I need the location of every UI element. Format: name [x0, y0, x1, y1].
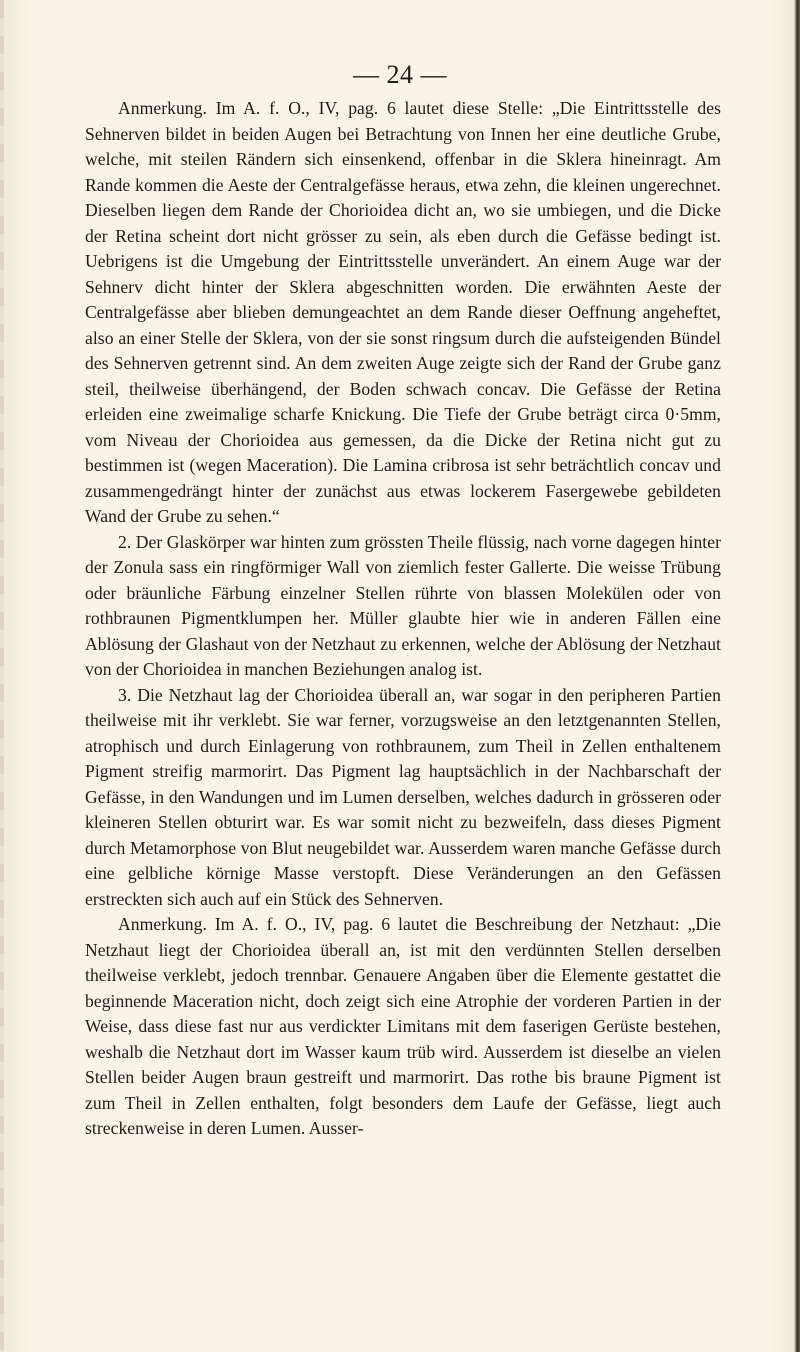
paragraph-netzhaut: 3. Die Netzhaut lag der Chorioidea überall an, war sogar in den peripheren Partien theilweise mit ihr verklebt. Sie war ferner, vorzugsweise an den letztgenannten Stellen, atrophisch und durch Einlagerung von rothbraunem, zum Theil in Zellen enthaltenem Pigment streifig marmorirt. Das Pigment lag hauptsächlich in der Nachbarschaft der Gefässe, in den Wandungen und im Lumen derselben, welches dadurch in grösseren oder kleineren Stellen obturirt war. Es war somit nicht zu bezweifeln, dass dieses Pigment durch Metamorphose von Blut neugebildet war. Ausserdem waren manche Gefässe durch eine gelbliche körnige Masse verstopft. Diese Veränderungen an den Gefässen erstreckten sich auch auf ein Stück des Sehnerven.: [85, 684, 721, 909]
paragraph-glaskoerper: 2. Der Glaskörper war hinten zum grössten Theile flüssig, nach vorne dagegen hinter der Zonula sass ein ringförmiger Wall von ziemlich fester Gallerte. Die weisse Trübung oder bräunliche Färbung einzelner Stellen rührte von blassen Molekülen oder von rothbraunen Pigmentklumpen her. Müller glaubte hier wie in anderen Fällen eine Ablösung der Glashaut von der Netzhaut zu erkennen, welche der Ablösung der Netzhaut von der Chorioidea in manchen Beziehungen analog ist.: [85, 531, 721, 679]
page-right-edge: [794, 0, 800, 1352]
paragraph-anmerkung-netzhaut: Anmerkung. Im A. f. O., IV, pag. 6 lautet die Beschreibung der Netzhaut: „Die Netzhaut liegt der Chorioidea überall an, ist mit den verdünnten Stellen derselben theilweise verklebt, jedoch trennbar. Genauere Angaben über die Elemente gestattet die beginnende Maceration nicht, doch zeigt sich eine Atrophie der vorderen Partien in der Weise, dass diese fast nur aus verdickter Limitans mit dem faserigen Gerüste bestehen, weshalb die Netzhaut dort im Wasser kaum trüb wird. Ausserdem ist dieselbe an vielen Stellen beider Augen braun gestreift und marmorirt. Das rothe bis braune Pigment ist zum Theil in Zellen enthalten, folgt besonders dem Laufe der Gefässe, liegt auch streckenweise in deren Lumen. Ausser-: [85, 914, 721, 1138]
page-body: [85, 96, 721, 1142]
page-number: — 24 —: [353, 60, 447, 89]
page-left-edge: [0, 0, 4, 1352]
paragraph-anmerkung-eintrittsstelle: Anmerkung. Im A. f. O., IV, pag. 6 lautet diese Stelle: „Die Eintrittsstelle des Sehnerven bildet in beiden Augen bei Betrachtung von Innen her eine deutliche Grube, welche, mit steilen Rändern sich einsenkend, offenbar in die Sklera hineinragt. Am Rande kommen die Aeste der Centralgefässe heraus, etwa zehn, die kleinen ungerechnet. Dieselben liegen dem Rande der Chorioidea dicht an, wo sie umbiegen, und die Dicke der Retina scheint dort nicht grösser zu sein, als eben durch die Gefässe bedingt ist. Uebrigens ist die Umgebung der Eintrittsstelle unverändert. An einem Auge war der Sehnerv dicht hinter der Sklera abgeschnitten worden. Die erwähnten Aeste der Centralgefässe aber blieben demungeachtet an dem Rande dieser Oeffnung angeheftet, also an einer Stelle der Sklera, von der sie sonst ringsum durch die aufsteigenden Bündel des Sehnerven getrennt sind. An dem zweiten Auge zeigte sich der Rand der Grube ganz steil, theilweise überhängend, der Boden schwach concav. Die Gefässe der Retina erleiden eine zweimalige scharfe Knickung. Die Tiefe der Grube beträgt circa 0·5mm, vom Niveau der Chorioidea aus gemessen, da die Dicke der Retina nicht gut zu bestimmen ist (wegen Maceration). Die Lamina cribrosa ist sehr beträchtlich concav und zusammengedrängt hinter der zunächst aus etwas lockerem Fasergewebe gebildeten Wand der Grube zu sehen.“: [85, 98, 721, 526]
